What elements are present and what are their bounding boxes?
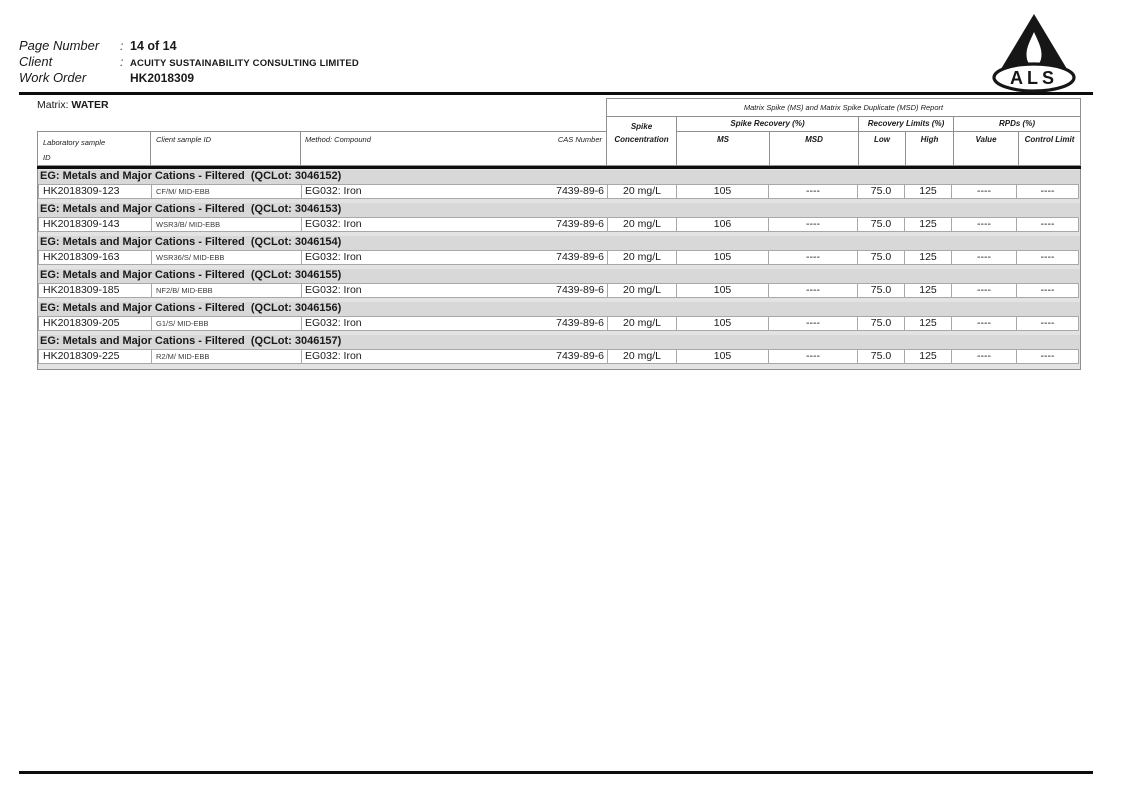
table-row [38, 349, 1080, 364]
cell-method-compound: EG032: Iron [305, 317, 362, 329]
page-number-row [19, 38, 719, 54]
cell-method-cas [301, 217, 608, 232]
work-order-row [19, 70, 719, 86]
client-label: Client [19, 54, 53, 69]
qc-group [38, 335, 1080, 364]
cell-ms-recovery: 105 [676, 349, 769, 364]
matrix-value: WATER [71, 99, 109, 111]
cell-method-cas [301, 283, 608, 298]
cell-cas-number: 7439-89-6 [556, 350, 604, 362]
cell-limit-high: 125 [904, 316, 952, 331]
report-title: Matrix Spike (MS) and Matrix Spike Duplicate (MSD) Report [607, 99, 1080, 117]
lab-col-line1: Laboratory sample [43, 138, 106, 147]
qc-group [38, 170, 1080, 199]
page-number-label: Page Number [19, 38, 100, 53]
cell-rpd-control-limit: ---- [1016, 349, 1079, 364]
col-control-limit: Control Limit [1018, 132, 1080, 165]
work-order-value: HK2018309 [130, 71, 195, 85]
cell-spike-concentration: 20 mg/L [607, 349, 677, 364]
col-method-cas [301, 132, 606, 165]
cell-rpd-value: ---- [951, 250, 1017, 265]
qc-group-title: EG: Metals and Major Cations - Filtered (QCLot: 3046157) [38, 335, 1080, 349]
cell-rpd-value: ---- [951, 349, 1017, 364]
separator-colon: : [120, 55, 124, 69]
qc-group [38, 302, 1080, 331]
cell-cas-number: 7439-89-6 [556, 251, 604, 263]
cell-lab-sample-id: HK2018309-143 [38, 217, 152, 232]
cell-ms-recovery: 105 [676, 283, 769, 298]
cell-client-sample-id: CF/M/ MID-EBB [151, 184, 302, 199]
cell-rpd-control-limit: ---- [1016, 250, 1079, 265]
cell-method-compound: EG032: Iron [305, 185, 362, 197]
cell-rpd-control-limit: ---- [1016, 217, 1079, 232]
cell-ms-recovery: 105 [676, 184, 769, 199]
cell-client-sample-id: WSR36/S/ MID-EBB [151, 250, 302, 265]
cell-method-compound: EG032: Iron [305, 284, 362, 296]
qc-group [38, 269, 1080, 298]
cell-limit-high: 125 [904, 349, 952, 364]
cell-msd-recovery: ---- [768, 184, 858, 199]
table-row [38, 217, 1080, 232]
cell-client-sample-id: WSR3/B/ MID-EBB [151, 217, 302, 232]
cell-rpd-value: ---- [951, 184, 1017, 199]
qc-group [38, 203, 1080, 232]
col-method-compound: Method: Compound [305, 135, 371, 144]
table-row [38, 250, 1080, 265]
cell-limit-low: 75.0 [857, 250, 905, 265]
cell-msd-recovery: ---- [768, 316, 858, 331]
msd-report-header [606, 98, 1081, 166]
als-logo-text: ALS [1010, 68, 1058, 88]
cell-msd-recovery: ---- [768, 349, 858, 364]
footer-rule [19, 771, 1093, 774]
col-msd: MSD [769, 132, 858, 165]
cell-client-sample-id: G1/S/ MID-EBB [151, 316, 302, 331]
cell-limit-low: 75.0 [857, 217, 905, 232]
colgroup-recovery-limits: Recovery Limits (%) [858, 117, 953, 132]
cell-method-cas [301, 184, 608, 199]
cell-method-cas [301, 316, 608, 331]
qc-group-title: EG: Metals and Major Cations - Filtered (QCLot: 3046152) [38, 170, 1080, 184]
cell-rpd-value: ---- [951, 283, 1017, 298]
document-header [19, 38, 719, 86]
cell-rpd-value: ---- [951, 316, 1017, 331]
matrix-label: Matrix: [37, 99, 69, 111]
cell-limit-low: 75.0 [857, 316, 905, 331]
col-value: Value [953, 132, 1018, 165]
cell-client-sample-id: NF2/B/ MID-EBB [151, 283, 302, 298]
cell-spike-concentration: 20 mg/L [607, 316, 677, 331]
cell-client-sample-id: R2/M/ MID-EBB [151, 349, 302, 364]
als-logo-icon [988, 12, 1080, 92]
cell-limit-high: 125 [904, 217, 952, 232]
cell-spike-concentration: 20 mg/L [607, 250, 677, 265]
col-cas-number: CAS Number [557, 135, 602, 144]
qc-table-body [37, 169, 1081, 370]
qc-group [38, 236, 1080, 265]
cell-cas-number: 7439-89-6 [556, 218, 604, 230]
cell-ms-recovery: 105 [676, 250, 769, 265]
cell-spike-concentration: 20 mg/L [607, 217, 677, 232]
cell-limit-low: 75.0 [857, 283, 905, 298]
cell-method-compound: EG032: Iron [305, 218, 362, 230]
cell-method-cas [301, 250, 608, 265]
lab-col-line2: ID [43, 153, 51, 162]
col-high: High [905, 132, 953, 165]
sample-columns-header [37, 131, 607, 166]
cell-lab-sample-id: HK2018309-185 [38, 283, 152, 298]
col-low: Low [858, 132, 905, 165]
table-row [38, 184, 1080, 199]
header-rule [19, 92, 1093, 95]
cell-rpd-control-limit: ---- [1016, 316, 1079, 331]
cell-msd-recovery: ---- [768, 250, 858, 265]
cell-ms-recovery: 105 [676, 316, 769, 331]
col-ms: MS [717, 135, 729, 144]
spike-conc-line1: Spike [630, 122, 653, 131]
table-row [38, 283, 1080, 298]
client-row [19, 54, 719, 70]
table-row [38, 316, 1080, 331]
colgroup-rpds: RPDs (%) [953, 117, 1080, 132]
spike-conc-line2: Concentration [614, 135, 669, 144]
cell-msd-recovery: ---- [768, 283, 858, 298]
qc-group-title: EG: Metals and Major Cations - Filtered (QCLot: 3046153) [38, 203, 1080, 217]
separator-colon: : [120, 39, 124, 53]
col-laboratory-sample-id [38, 132, 151, 165]
cell-rpd-control-limit: ---- [1016, 283, 1079, 298]
qc-group-title: EG: Metals and Major Cations - Filtered (QCLot: 3046156) [38, 302, 1080, 316]
cell-method-compound: EG032: Iron [305, 350, 362, 362]
cell-spike-concentration: 20 mg/L [607, 283, 677, 298]
cell-spike-concentration: 20 mg/L [607, 184, 677, 199]
cell-limit-high: 125 [904, 184, 952, 199]
cell-cas-number: 7439-89-6 [556, 185, 604, 197]
cell-limit-low: 75.0 [857, 184, 905, 199]
cell-cas-number: 7439-89-6 [556, 284, 604, 296]
qc-group-title: EG: Metals and Major Cations - Filtered (QCLot: 3046155) [38, 269, 1080, 283]
cell-lab-sample-id: HK2018309-123 [38, 184, 152, 199]
cell-rpd-value: ---- [951, 217, 1017, 232]
cell-limit-high: 125 [904, 250, 952, 265]
qc-group-title: EG: Metals and Major Cations - Filtered (QCLot: 3046154) [38, 236, 1080, 250]
cell-lab-sample-id: HK2018309-225 [38, 349, 152, 364]
cell-rpd-control-limit: ---- [1016, 184, 1079, 199]
client-value: ACUITY SUSTAINABILITY CONSULTING LIMITED [130, 58, 359, 69]
cell-limit-high: 125 [904, 283, 952, 298]
cell-limit-low: 75.0 [857, 349, 905, 364]
work-order-label: Work Order [19, 70, 87, 85]
page-number-value: 14 of 14 [130, 39, 177, 53]
col-client-sample-id: Client sample ID [151, 132, 301, 165]
cell-ms-recovery: 106 [676, 217, 769, 232]
cell-method-compound: EG032: Iron [305, 251, 362, 263]
cell-lab-sample-id: HK2018309-205 [38, 316, 152, 331]
col-spike-concentration [607, 117, 677, 165]
qc-table [37, 98, 1081, 370]
cell-msd-recovery: ---- [768, 217, 858, 232]
cell-cas-number: 7439-89-6 [556, 317, 604, 329]
cell-lab-sample-id: HK2018309-163 [38, 250, 152, 265]
colgroup-spike-recovery: Spike Recovery (%) [677, 117, 858, 132]
cell-method-cas [301, 349, 608, 364]
